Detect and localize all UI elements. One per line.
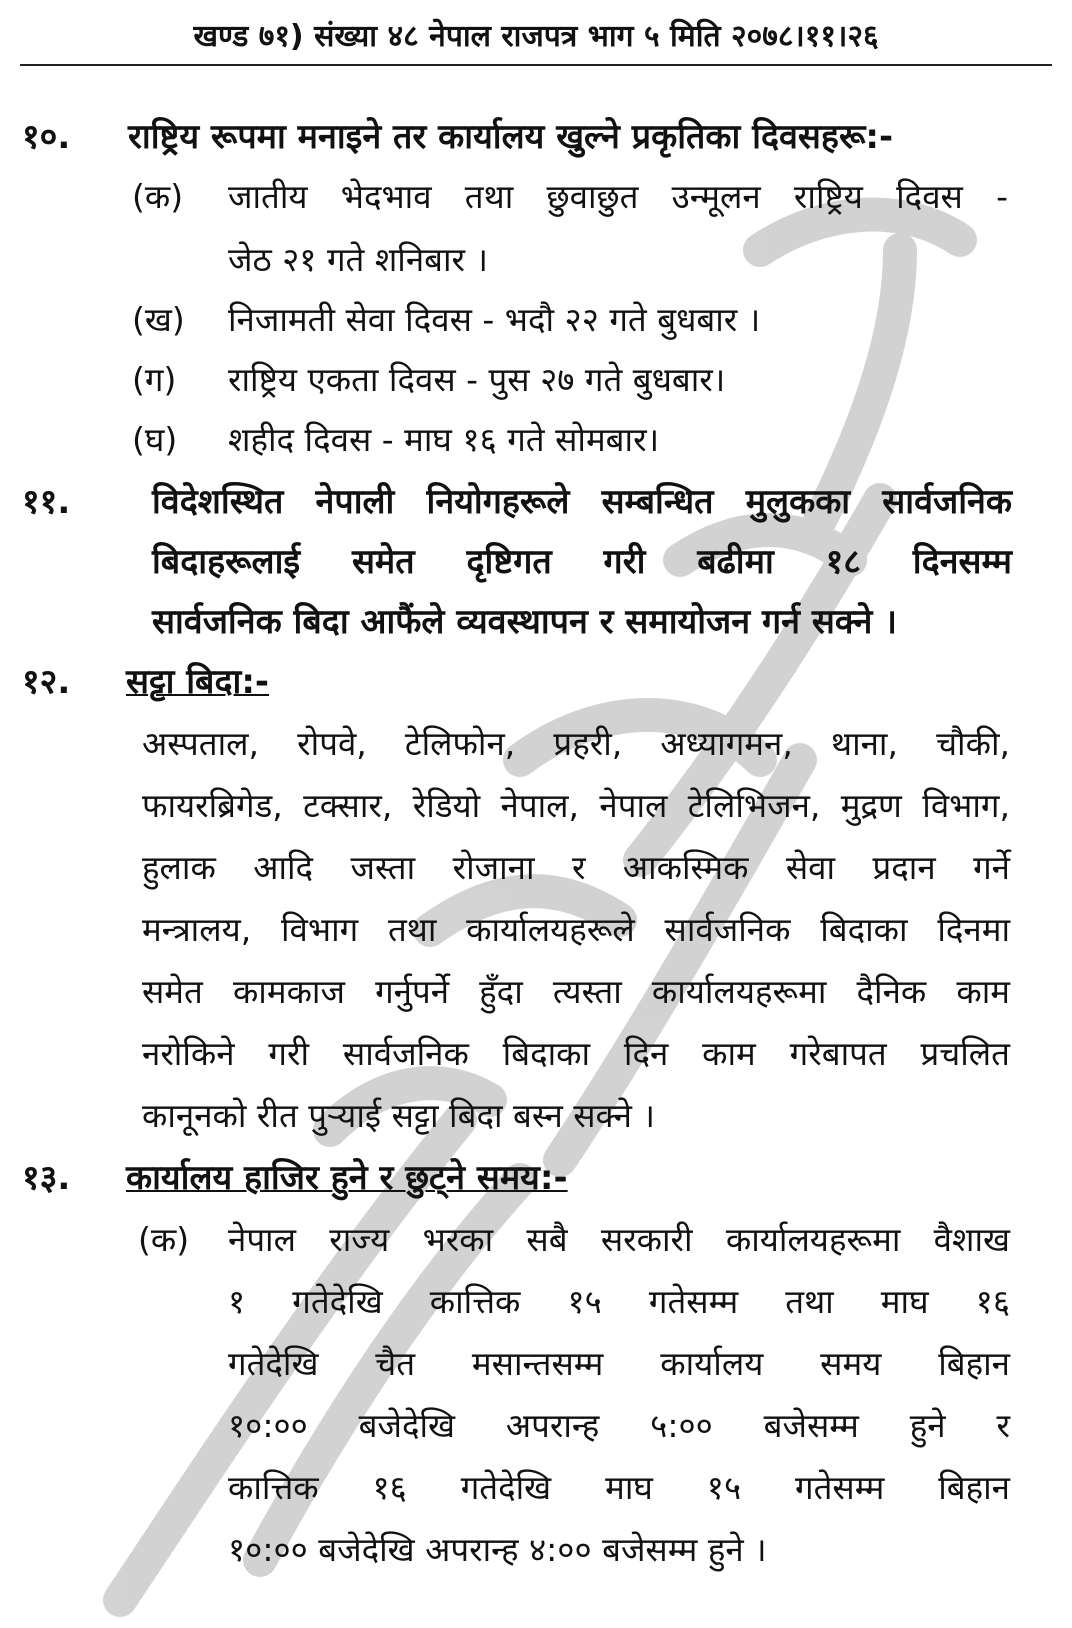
section-10-item-ga-text: राष्ट्रिय एकता दिवस - पुस २७ गते बुधबार।	[228, 360, 726, 399]
section-11-line: विदेशस्थित नेपाली नियोगहरूले सम्बन्धित मुलुकका सार्वजनिक	[152, 482, 1012, 522]
section-13-title: कार्यालय हाजिर हुने र छुट्ने समय:-	[126, 1158, 568, 1198]
section-12-title: सट्टा बिदा:-	[126, 662, 270, 702]
section-13-line: गतेदेखि चैत मसान्तसम्म कार्यालय समय बिहान	[228, 1344, 1010, 1383]
section-13-item-ka-label: (क)	[138, 1220, 190, 1259]
section-10-item-gha-label: (घ)	[132, 420, 178, 459]
section-12-line: अस्पताल, रोपवे, टेलिफोन, प्रहरी, अध्यागमन, थाना, चौकी,	[142, 724, 1010, 763]
section-10-item-gha-text: शहीद दिवस - माघ १६ गते सोमबार।	[228, 420, 660, 459]
section-13-line: कात्तिक १६ गतेदेखि माघ १५ गतेसम्म बिहान	[228, 1468, 1010, 1507]
section-13-line: नेपाल राज्य भरका सबै सरकारी कार्यालयहरूमा वैशाख	[228, 1220, 1010, 1259]
section-10-item-kha-text: निजामती सेवा दिवस - भदौ २२ गते बुधबार ।	[228, 300, 761, 339]
section-12-line: समेत कामकाज गर्नुपर्ने हुँदा त्यस्ता कार्यालयहरूमा दैनिक काम	[142, 972, 1010, 1011]
section-13-line: १०:०० बजेदेखि अपरान्ह ५:०० बजेसम्म हुने र	[228, 1406, 1010, 1445]
section-10-item-ga-label: (ग)	[132, 360, 177, 399]
section-12-number: १२.	[22, 662, 71, 702]
section-13-line: १०:०० बजेदेखि अपरान्ह ४:०० बजेसम्म हुने ।	[228, 1530, 767, 1569]
section-13-number: १३.	[22, 1158, 71, 1198]
section-12-line: कानूनको रीत पुर्‍याई सट्टा बिदा बस्न सक्ने ।	[142, 1096, 655, 1135]
section-13-line: १ गतेदेखि कात्तिक १५ गतेसम्म तथा माघ १६	[228, 1282, 1010, 1321]
section-10-item-ka-label: (क)	[132, 177, 184, 216]
section-10-title: राष्ट्रिय रूपमा मनाइने तर कार्यालय खुल्ने प्रकृतिका दिवसहरू:-	[128, 117, 894, 157]
section-12-line: नरोकिने गरी सार्वजनिक बिदाका दिन काम गरेबापत प्रचलित	[142, 1034, 1010, 1073]
section-10-item-ka-line1: जातीय भेदभाव तथा छुवाछुत उन्मूलन राष्ट्रिय दिवस -	[228, 177, 1008, 216]
gazette-header: खण्ड ७१) संख्या ४८ नेपाल राजपत्र भाग ५ मिति २०७८।११।२६	[20, 14, 1052, 66]
section-10-item-ka-line2: जेठ २१ गते शनिबार ।	[228, 240, 489, 279]
section-10-item-kha-label: (ख)	[132, 300, 185, 339]
section-11-line: बिदाहरूलाई समेत दृष्टिगत गरी बढीमा १८ दिनसम्म	[152, 542, 1012, 582]
section-12-line: हुलाक आदि जस्ता रोजाना र आकस्मिक सेवा प्रदान गर्ने	[142, 848, 1010, 887]
section-12-line: फायरब्रिगेड, टक्सार, रेडियो नेपाल, नेपाल टेलिभिजन, मुद्रण विभाग,	[142, 786, 1010, 825]
section-11-line: सार्वजनिक बिदा आफैंले व्यवस्थापन र समायोजन गर्न सक्ने ।	[152, 602, 898, 642]
section-11-number: ११.	[22, 482, 71, 522]
section-12-line: मन्त्रालय, विभाग तथा कार्यालयहरूले सार्वजनिक बिदाका दिनमा	[142, 910, 1010, 949]
section-10-number: १०.	[22, 117, 71, 157]
